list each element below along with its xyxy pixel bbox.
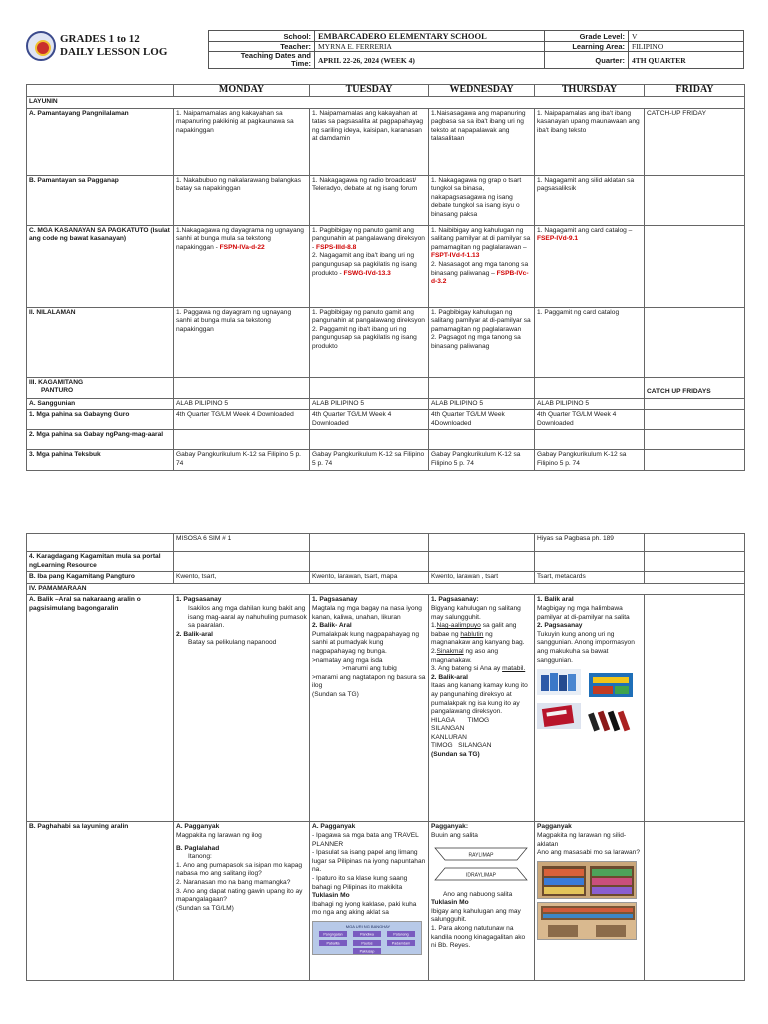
cell-iba-wednesday: Kwento, larawan , tsart — [429, 572, 535, 584]
cell-b-thursday: 1. Nagagamit ang silid aklatan sa pagsasaliksik — [535, 175, 645, 225]
cell-sang-tuesday: ALAB PILIPINO 5 — [310, 398, 429, 410]
day-header-wednesday: WEDNESDAY — [429, 85, 535, 97]
lesson-table-bottom — [26, 533, 745, 981]
cell-ii-wednesday: 1. Pagbibigay kahulugan ng salitang pamilyar at di-pamilyar sa pamamagitan ng paglalarawan 2. Pagsagot ng mga tanong sa binasang paliwanag — [429, 307, 535, 377]
cell-a-tuesday: 1. Naipamamalas ang kakayahan at tatas sa pagsasalita at pagpapahayag ng sariling ideya, kaisipan, karanasan at damdamin — [310, 108, 429, 175]
cell-ii-thursday: 1. Paggamit ng card catalog — [535, 307, 645, 377]
cell-balik-tuesday: 1. Pagsasanay Magtala ng mga bagay na nasa iyong kanan, kaliwa, unahan, likuran 2. Balik- Aral Pumalakpak kung nagpapahayag ng sanhi at pumadyak kung nagpapahayag ng bunga. >namatay ang mga isda >marumi ang tubig >marami ang nagtatapon ng basura sa ilog (Sundan sa TG) — [310, 595, 429, 822]
cell-ii-monday: 1. Paggawa ng dayagram ng ugnayang sanhi at bunga mula sa tekstong napakinggan — [174, 307, 310, 377]
school-value: EMBARCADERO ELEMENTARY SCHOOL — [315, 31, 545, 42]
cell-a-thursday: 1. Naipapamalas ang iba't ibang kasanayan upang maunawaan ang iba't ibang teksto — [535, 108, 645, 175]
code-fswg: FSWG-IVd-13.3 — [343, 269, 391, 277]
code-fsps: FSPS-IIId-8.8 — [316, 243, 357, 251]
cell-a-friday: CATCH-UP FRIDAY — [645, 108, 745, 175]
row-label-gabay-guro: 1. Mga pahina sa Gabayng Guro — [27, 410, 174, 430]
row-label-pamantayang-pangnilalaman: A. Pamantayang Pangnilalaman — [27, 108, 174, 175]
row-label-iba-pang-kagamitan: B. Iba pang Kagamitang Pangturo — [27, 572, 174, 584]
row-label-karagdagang-kagamitan: 4. Karagdagang Kagamitan mula sa portal ngLearning Resource — [27, 552, 174, 572]
cell-iba-tuesday: Kwento, larawan, tsart, mapa — [310, 572, 429, 584]
dictionary-image — [587, 669, 637, 699]
book-red-image — [537, 703, 581, 729]
banghay-word-4: Pautos — [361, 941, 373, 946]
day-header-thursday: THURSDAY — [535, 85, 645, 97]
teacher-label: Teacher: — [209, 42, 315, 52]
library-image-2 — [537, 902, 637, 940]
cell-tg-tuesday: 4th Quarter TG/LM Week 4 Downloaded — [310, 410, 429, 430]
banghay-word-7: Pakiusap — [359, 949, 375, 954]
row-label-gabay-mag-aaral: 2. Mga pahina sa Gabay ngPang-mag-aaral — [27, 430, 174, 450]
layunin-heading: LAYUNIN — [27, 97, 745, 109]
cell-c-friday — [645, 225, 745, 307]
cell-balik-monday: 1. Pagsasanay Isakilos ang mga dahilan kung bakit ang isang mag-aaral ay nahuhuling pumasok sa paaralan. 2. Balik-aral Batay sa pelikulang napanood — [174, 595, 310, 822]
banghay-title: MGA URI NG BANGHAY — [345, 923, 391, 929]
banghay-chart-image — [312, 921, 422, 955]
grade-label: Grade Level: — [545, 31, 629, 42]
school-label: School: — [209, 31, 315, 42]
area-value: FILIPINO — [629, 42, 744, 52]
row-label-teksbuk: 3. Mga pahina Teksbuk — [27, 450, 174, 470]
books-stack-image — [587, 703, 637, 733]
row-label-kasanayan: C. MGA KASANAYAN SA PAGKATUTO (Isulat ang code ng bawat kasanayan) — [27, 225, 174, 307]
cell-b-monday: 1. Nakabubuo ng nakalarawang balangkas batay sa napakinggan — [174, 175, 310, 225]
cell-b-tuesday: 1. Nakagagawa ng radio broadcast/ Teleradyo, debate at ng isang forum — [310, 175, 429, 225]
word-puzzle-boxes — [431, 844, 531, 888]
cell-c-wednesday: 1. Naibibigay ang kahulugan ng salitang pamilyar at di pamilyar sa pamamagitan ng paglalarawan – FSPT-IVd-f-1.13 2. Nasasagot ang mga tanong sa binasang paliwanag – FSPB-IVc-d-3.2 — [429, 225, 535, 307]
row-label-balik-aral: A. Balik –Aral sa nakaraang aralin o pagsisimulang bagongaralin — [27, 595, 174, 822]
deped-seal-icon — [26, 31, 56, 61]
banghay-word-2: Pandiwa — [360, 932, 374, 937]
cell-iba-monday: Kwento, tsart, — [174, 572, 310, 584]
cell-balik-thursday: 1. Balik aral Magbigay ng mga halimbawa pamilyar at di-pamilyar na salita 2. Pagsasanay Tukuyin kung anong uri ng sanggunian. Anong impormasyon ang makukuha sa bawat sanggunian. — [535, 595, 645, 822]
banghay-word-3: Pabalita — [326, 941, 340, 946]
puzzle-word-1: RAYLIMAP — [468, 852, 494, 859]
lesson-table-top — [26, 84, 745, 471]
reference-books-images-2 — [537, 703, 642, 733]
cell-b-wednesday: 1. Nakagagawa ng grap o tsart tungkol sa binasa, nakapagsasagawa ng isang debate tungkol sa isang isyu o binasang paksa — [429, 175, 535, 225]
cell-teks-thursday: Gabay Pangkurikulum K-12 sa Filipino 5 p. 74 — [535, 450, 645, 470]
banghay-word-1: Pangngalan — [323, 932, 343, 937]
cell-sang-monday: ALAB PILIPINO 5 — [174, 398, 310, 410]
cell-ii-friday — [645, 307, 745, 377]
code-fspt: FSPT-IVd-f-1.13 — [431, 252, 480, 260]
quarter-label: Quarter: — [545, 52, 629, 69]
dates-value: APRIL 22-26, 2024 (WEEK 4) — [315, 52, 545, 69]
encyclopedia-image — [537, 669, 581, 695]
teacher-value: MYRNA E. FERRERIA — [315, 42, 545, 52]
area-label: Learning Area: — [545, 42, 629, 52]
code-fspb: FSPB-IVc-d-3.2 — [431, 269, 529, 286]
puzzle-word-2: IDRAYLIMAP — [466, 872, 496, 879]
log-title — [60, 33, 167, 59]
blank-header — [27, 85, 174, 97]
cell-sang-wednesday: ALAB PILIPINO 5 — [429, 398, 535, 410]
cell-paghahabi-tuesday: A. Pagganyak - Ipagawa sa mga bata ang TRAVEL PLANNER - Ipasulat sa isang papel ang limang lugar sa Pilipinas na iyong napuntahan na. - Ipaturo ito sa klase kung saang bahagi ng Pilipinas ito makikita Tuklasin Mo Ibahagi ng iyong kaklase, paki kuha mo nga ang aking aklat sa MGA URI NG BANGHAY Pangngalan Pandiwa Pabalita Pautos Patanong Padamdam Pakiusap — [310, 822, 429, 981]
day-header-friday: FRIDAY — [645, 85, 745, 97]
cell-hiyas: Hiyas sa Pagbasa ph. 189 — [535, 534, 645, 552]
header-info-table — [208, 30, 744, 69]
quarter-value: 4TH QUARTER — [629, 52, 744, 69]
day-header-monday: MONDAY — [174, 85, 310, 97]
cell-tg-monday: 4th Quarter TG/LM Week 4 Downloaded — [174, 410, 310, 430]
banghay-word-5: Patanong — [393, 932, 409, 937]
cell-sang-thursday: ALAB PILIPINO 5 — [535, 398, 645, 410]
row-label-sanggunian: A. Sanggunian — [27, 398, 174, 410]
cell-a-monday: 1. Naipamamalas ang kakayahan sa mapanuring pakikinig at pagkaunawa sa napakinggan — [174, 108, 310, 175]
cell-paghahabi-thursday: Pagganyak Magpakita ng larawan ng silid-aklatan Ano ang masasabi mo sa larawan? — [535, 822, 645, 981]
pamamaraan-heading: IV. PAMAMARAAN — [27, 583, 745, 595]
cell-c-monday: 1.Nakagagawa ng dayagrama ng ugnayang sanhi at bunga mula sa tekstong napakinggan - FSPN-IVa-d-22 — [174, 225, 310, 307]
cell-tg-wednesday: 4th Quarter TG/LM Week 4Downloaded — [429, 410, 535, 430]
cell-balik-wednesday: 1. Pagsasanay: Bigyang kahulugan ng salitang may salungguhit. 1.Nag-aalimpuyo sa galit ang babae ng hablutin ng magnanakaw ang kanyang bag. 2.Sinakmal ng aso ang magnanakaw. 3. Ang bateng si Ana ay matabil. 2. Balik-aral Itaas ang kanang kamay kung ito ay pangunahing direksyo at pumalakpak ng isa kung ito ay pangalawang direksyon. HILAGA TIMOG SILANGAN KANLURAN TIMOG SILANGAN (Sundan sa TG) — [429, 595, 535, 822]
day-header-tuesday: TUESDAY — [310, 85, 429, 97]
cell-teks-monday: Gabay Pangkurikulum K-12 sa Filipino 5 p. 74 — [174, 450, 310, 470]
reference-books-images — [537, 669, 642, 699]
code-fspn: FSPN-IVa-d-22 — [219, 243, 265, 251]
cell-teks-wednesday: Gabay Pangkurikulum K-12 sa Filipino 5 p. 74 — [429, 450, 535, 470]
cell-b-friday — [645, 175, 745, 225]
cell-tg-thursday: 4th Quarter TG/LM Week 4 Downloaded — [535, 410, 645, 430]
row-label-nilalaman: II. NILALAMAN — [27, 307, 174, 377]
title-line-2: DAILY LESSON LOG — [60, 46, 168, 58]
cell-c-thursday: 1. Nagagamit ang card catalog – FSEP-IVd-9.1 — [535, 225, 645, 307]
dates-label: Teaching Dates and Time: — [209, 52, 315, 69]
grade-value: V — [629, 31, 744, 42]
row-label-kagamitang-panturo: III. KAGAMITANG PANTURO — [27, 377, 174, 398]
cell-iba-thursday: Tsart, metacards — [535, 572, 645, 584]
cell-misosa: MISOSA 6 SIM # 1 — [174, 534, 310, 552]
cell-c-tuesday: 1. Pagbibigay ng panuto gamit ang pangunahin at pangalawang direksyon - FSPS-IIId-8.8 2. Nagagamit ang iba't ibang uri ng pangungusap sa pagkilatis ng isang produkto - FSWG-IVd-13.3 — [310, 225, 429, 307]
title-line-1: GRADES 1 to 12 — [60, 33, 140, 45]
cell-a-wednesday: 1.Naisasagawa ang mapanuring pagbasa sa sa iba't ibang uri ng teksto at napapalawak ang talasalitaan — [429, 108, 535, 175]
library-image-1 — [537, 861, 637, 899]
cell-paghahabi-monday: A. Pagganyak Magpakita ng larawan ng ilog B. Paglalahad Itanong: 1. Ano ang pumapasok sa isipan mo kapag nabasa mo ang salitang ilog? 2. Naranasan mo na bang mamangka? 3. Ano ang dapat nating gawin upang ito ay mapangalagaan? (Sundan sa TG/LM) — [174, 822, 310, 981]
cell-iii-friday: CATCH UP FRIDAYS — [645, 377, 745, 398]
cell-teks-tuesday: Gabay Pangkurikulum K-12 sa Filipino 5 p. 74 — [310, 450, 429, 470]
row-label-pamantayan-sa-pagganap: B. Pamantayan sa Pagganap — [27, 175, 174, 225]
banghay-word-6: Padamdam — [391, 941, 411, 946]
cell-ii-tuesday: 1. Pagbibigay ng panuto gamit ang pangunahin at pangalawang direksyon 2. Paggamit ng iba't ibang uri ng pangungusap sa pagkilatis ng isang produkto — [310, 307, 429, 377]
code-fsep: FSEP-IVd-9.1 — [537, 235, 579, 243]
row-label-paghahabi: B. Paghahabi sa layuning aralin — [27, 822, 174, 981]
cell-paghahabi-wednesday: Pagganyak: Buuin ang salita RAYLIMAP IDRAYLIMAP Ano ang nabuong salita Tuklasin Mo Ibigay ang kahulugan ang may salungguhit. 1. Para akong natutunaw na kandila noong kinagagalitan ako ni Bb. Reyes. — [429, 822, 535, 981]
lesson-log-header — [26, 30, 744, 74]
